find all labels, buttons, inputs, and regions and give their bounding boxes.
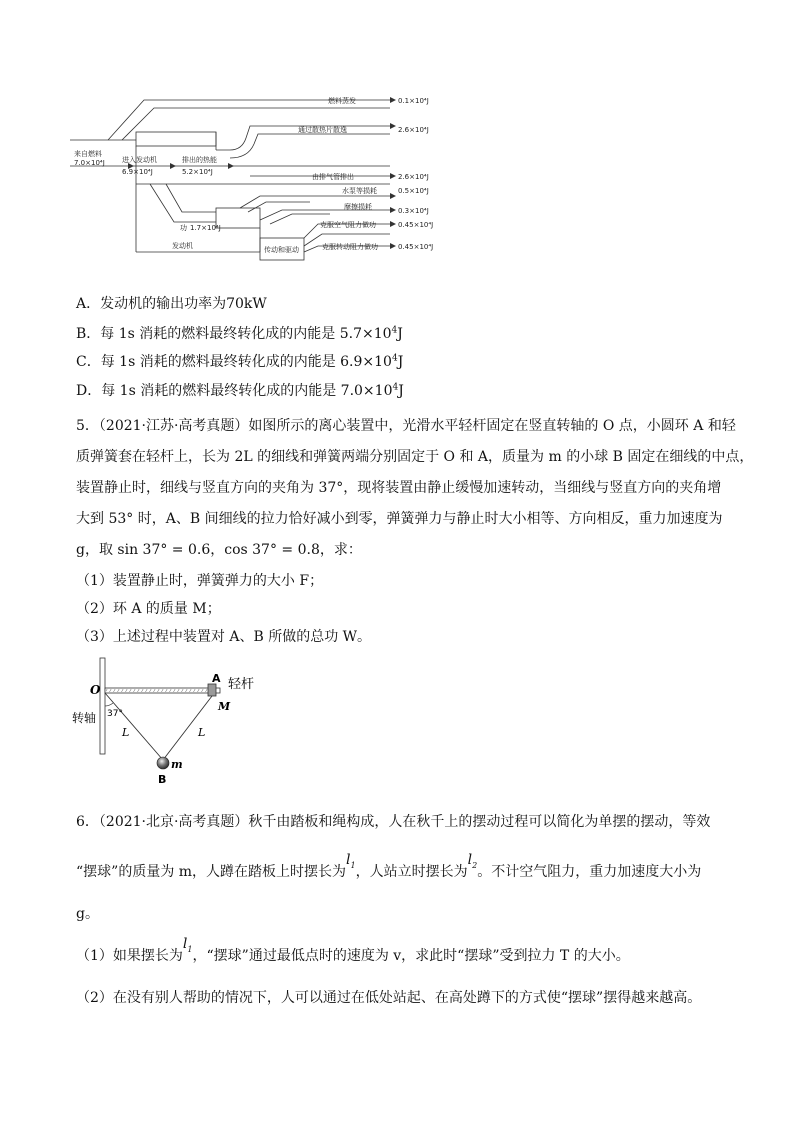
output-value-1: 2.6×10⁴J xyxy=(398,126,429,134)
q5-line-2: 质弹簧套在轻杆上，长为 2L 的细线和弹簧两端分别固定于 O 和 A，质量为 m 的小球 B 固定在细线的中点， xyxy=(76,449,754,465)
option-a xyxy=(76,294,267,314)
engine-label: 发动机 xyxy=(172,242,193,250)
q6-l1-sub: 1 xyxy=(350,860,356,870)
q6-sub-1-post: ，“摆球”通过最低点时的速度为 v，求此时“摆球”受到拉力 T 的大小。 xyxy=(192,948,630,964)
q6-line-1: 6．（2021·北京·高考真题）秋千由踏板和绳构成，人在秋千上的摆动过程可以简化为单摆的摆动，等效 xyxy=(76,814,711,830)
option-a-text: A．发动机的输出功率为70kW xyxy=(76,296,267,312)
q6-line-2-post: 。不计空气阻力，重力加速度大小为 xyxy=(477,864,702,880)
centrifuge-figure xyxy=(70,656,270,786)
label-l-left: L xyxy=(122,726,130,739)
label-o: O xyxy=(90,683,101,697)
label-angle: 37° xyxy=(107,709,123,719)
exhaust-heat-value: 5.2×10⁴J xyxy=(182,168,213,176)
q6-sub-2: （2）在没有别人帮助的情况下，人可以通过在低处站起、在高处蹲下的方式使“摆球”摆得越来越高。 xyxy=(76,990,702,1006)
q5-line-5: g，取 sin 37° = 0.6，cos 37° = 0.8，求： xyxy=(76,542,362,558)
q6-l2-letter: l xyxy=(467,852,473,868)
option-d-unit: J xyxy=(398,383,404,399)
option-d-text: D．每 1s 消耗的燃料最终转化成的内能是 7.0×10 xyxy=(76,383,393,399)
output-label-5: 克服空气阻力做功 xyxy=(320,221,376,229)
transmission-label: 传动和驱动 xyxy=(264,246,299,254)
output-value-4: 0.3×10⁴J xyxy=(398,207,429,215)
engine-in-value: 6.9×10⁴J xyxy=(122,168,153,176)
label-l-right: L xyxy=(198,726,206,739)
option-c-unit: J xyxy=(397,354,404,370)
angle-arc xyxy=(105,703,113,706)
option-b-exp: 4 xyxy=(391,325,398,336)
output-label-3: 水泵等损耗 xyxy=(342,187,377,195)
work-label: 功 xyxy=(180,224,187,232)
option-b-text: B．每 1s 消耗的燃料最终转化成的内能是 5.7×10 xyxy=(76,326,392,342)
q6-sub-1 xyxy=(76,936,630,972)
output-value-0: 0.1×10⁴J xyxy=(398,97,429,105)
axle xyxy=(100,658,105,754)
label-a: A xyxy=(212,672,221,685)
q6-l1 xyxy=(346,852,356,868)
ring-a xyxy=(208,684,216,696)
output-value-6: 0.45×10⁴J xyxy=(398,243,434,251)
source-label: 来自燃料 xyxy=(74,150,102,158)
source-value: 7.0×10⁴J xyxy=(74,159,105,167)
q5-sub-2: （2）环 A 的质量 M； xyxy=(76,601,221,617)
output-label-1: 通过散热片散逸 xyxy=(298,126,347,134)
q6-line-2-pre: “摆球”的质量为 m，人蹲在踏板上时摆长为 xyxy=(76,864,347,880)
q6-l2 xyxy=(468,852,478,868)
label-axis: 转轴 xyxy=(72,711,97,725)
option-b-unit: J xyxy=(397,326,403,342)
option-d-exp: 4 xyxy=(392,382,399,393)
q5-sub-3: （3）上述过程中装置对 A、B 所做的总功 W。 xyxy=(76,629,372,645)
option-c-text: C．每 1s 消耗的燃料最终转化成的内能是 6.9×10 xyxy=(76,354,392,370)
output-value-2: 2.6×10⁴J xyxy=(398,173,429,181)
exhaust-heat-label: 排出的热能 xyxy=(182,156,217,164)
q6-line-3: g。 xyxy=(76,906,99,922)
label-b: B xyxy=(158,773,167,786)
option-c-exp: 4 xyxy=(391,353,398,364)
q6-sub-1-l1 xyxy=(183,936,193,952)
q6-line-2 xyxy=(76,852,702,888)
option-d xyxy=(76,381,404,401)
output-label-2: 由排气管排出 xyxy=(312,173,354,181)
output-label-4: 摩擦损耗 xyxy=(344,203,372,211)
output-label-6: 克服转动阻力做功 xyxy=(322,243,378,251)
energy-flow-diagram xyxy=(70,88,440,264)
q6-line-2-mid: ，人站立时摆长为 xyxy=(355,864,468,880)
output-label-0: 燃料蒸发 xyxy=(328,97,356,105)
ball-b xyxy=(157,757,169,769)
label-rod: 轻杆 xyxy=(228,677,255,692)
label-m-ring: M xyxy=(218,700,231,713)
q6-l1-letter: l xyxy=(346,852,351,868)
q6-l2-sub: 2 xyxy=(472,860,478,870)
label-ball-m: m xyxy=(171,758,183,771)
q5-line-3: 装置静止时，细线与竖直方向的夹角为 37°，现将装置由静止缓慢加速转动，当细线与竖直方向的夹角增 xyxy=(76,480,722,496)
q6-sub-1-l1-sub: 1 xyxy=(187,944,193,954)
engine-in-label: 进入发动机 xyxy=(122,156,157,164)
string-left xyxy=(105,693,163,760)
option-c xyxy=(76,352,403,372)
output-value-5: 0.45×10⁴J xyxy=(398,221,434,229)
q5-line-4: 大到 53° 时，A、B 间细线的拉力恰好减小到零，弹簧弹力与静止时大小相等、方向相反，重力加速度为 xyxy=(76,511,723,527)
spring xyxy=(106,689,208,692)
q5-sub-1: （1）装置静止时，弹簧弹力的大小 F； xyxy=(76,573,324,589)
output-value-3: 0.5×10⁴J xyxy=(398,187,429,195)
q6-sub-1-pre: （1）如果摆长为 xyxy=(76,948,183,964)
q5-line-1: 5．（2021·江苏·高考真题）如图所示的离心装置中，光滑水平轻杆固定在竖直转轴的 O 点，小圆环 A 和轻 xyxy=(76,418,736,434)
work-value: 1.7×10⁴J xyxy=(190,224,221,232)
option-b xyxy=(76,324,403,344)
q6-sub-1-l1-letter: l xyxy=(182,936,188,952)
